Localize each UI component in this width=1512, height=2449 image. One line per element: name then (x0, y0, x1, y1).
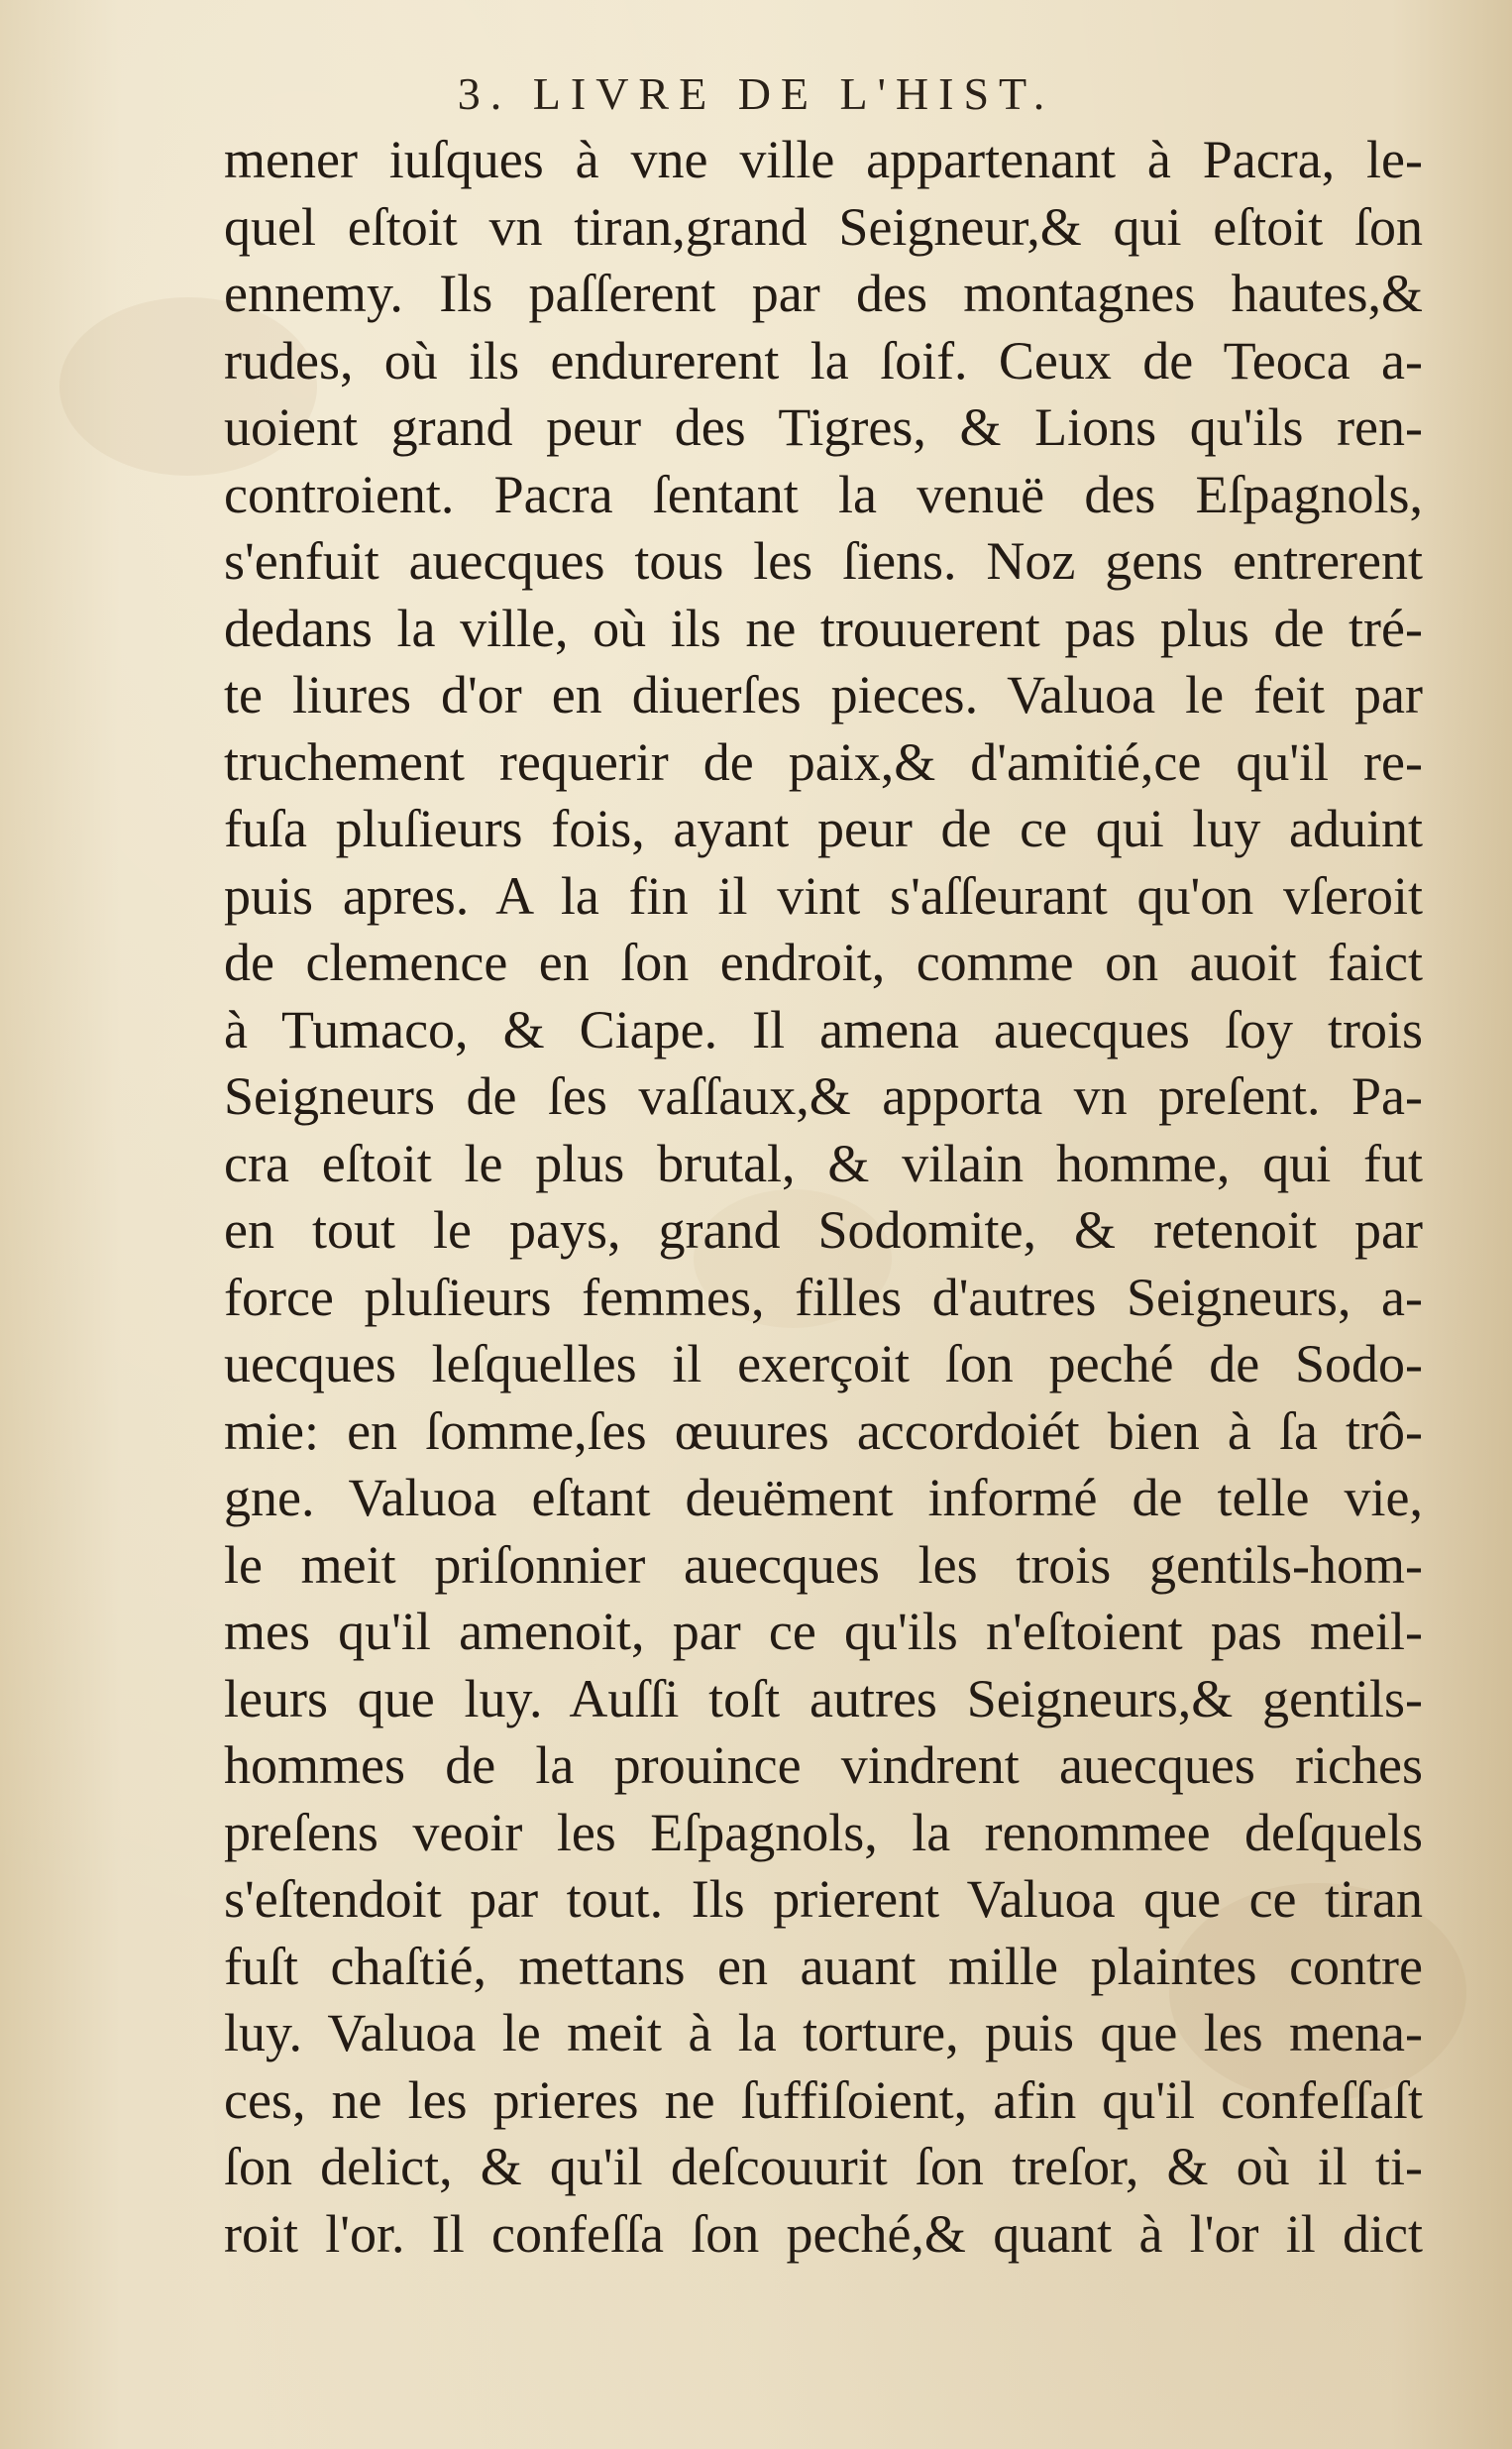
text-line: rudes, où ils endurerent la ſoif. Ceux de Teoca a- (224, 330, 1423, 390)
text-line: s'eſtendoit par tout. Ils prierent Valuoa que ce tiran (224, 1869, 1423, 1929)
text-line: hommes de la prouince vindrent auecques riches (224, 1735, 1423, 1795)
text-line: ſon delict, & qu'il deſcouurit ſon treſor, & où il ti- (224, 2137, 1423, 2196)
text-line: leurs que luy. Auſſi toſt autres Seigneurs,& gentils- (224, 1668, 1423, 1728)
text-line: dedans la ville, où ils ne trouuerent pas plus de tré- (224, 598, 1423, 658)
text-line: de clemence en ſon endroit, comme on auoit faict (224, 933, 1423, 992)
text-line: ces, ne les prieres ne ſuffiſoient, afin qu'il confeſſaſt (224, 2069, 1423, 2130)
text-line: puis apres. A la fin il vint s'aſſeurant qu'on vſeroit (224, 865, 1423, 926)
text-line: fuſt chaſtié, mettans en auant mille plaintes contre (224, 1936, 1423, 1996)
text-line: fuſa pluſieurs fois, ayant peur de ce qui luy aduint (224, 799, 1423, 858)
text-line: luy. Valuoa le meit à la torture, puis que les mena- (224, 2003, 1423, 2062)
text-line: à Tumaco, & Ciape. Il amena auecques ſoy trois (224, 999, 1423, 1059)
text-line: mener iuſques à vne ville appartenant à Pacra, le- (224, 130, 1423, 189)
text-line: Seigneurs de ſes vaſſaux,& apporta vn preſent. Pa- (224, 1066, 1423, 1126)
text-line: truchement requerir de paix,& d'amitié,ce qu'il re- (224, 731, 1423, 792)
text-line: roit l'or. Il confeſſa ſon peché,& quant à l'or il dict (224, 2203, 1423, 2264)
text-line: quel eſtoit vn tiran,grand Seigneur,& qui eſtoit ſon (224, 196, 1423, 257)
text-line: mie: en ſomme,ſes œuures accordoiét bien à ſa trô- (224, 1400, 1423, 1461)
text-line: preſens veoir les Eſpagnols, la renommee deſquels (224, 1802, 1423, 1862)
text-line: en tout le pays, grand Sodomite, & retenoit par (224, 1200, 1423, 1260)
text-line: gne. Valuoa eſtant deuëment informé de telle vie, (224, 1468, 1423, 1527)
text-line: te liures d'or en diuerſes pieces. Valuoa le feit par (224, 665, 1423, 724)
text-line: uecques leſquelles il exerçoit ſon peché de Sodo- (224, 1334, 1423, 1393)
text-line: cra eſtoit le plus brutal, & vilain homme, qui fut (224, 1133, 1423, 1193)
body-text (224, 127, 1423, 2268)
text-line: ennemy. Ils paſſerent par des montagnes hautes,& (224, 264, 1423, 323)
text-line: controient. Pacra ſentant la venuë des Eſpagnols, (224, 464, 1423, 524)
text-line: uoient grand peur des Tigres, & Lions qu'ils ren- (224, 397, 1423, 457)
text-line: force pluſieurs femmes, filles d'autres Seigneurs, a- (224, 1267, 1423, 1327)
text-line: le meit priſonnier auecques les trois gentils-hom- (224, 1534, 1423, 1595)
text-line: s'enfuit auecques tous les ſiens. Noz gens entrerent (224, 531, 1423, 591)
text-line: mes qu'il amenoit, par ce qu'ils n'eſtoient pas meil- (224, 1602, 1423, 1661)
running-head: 3. LIVRE DE L'HIST. (457, 68, 1055, 119)
